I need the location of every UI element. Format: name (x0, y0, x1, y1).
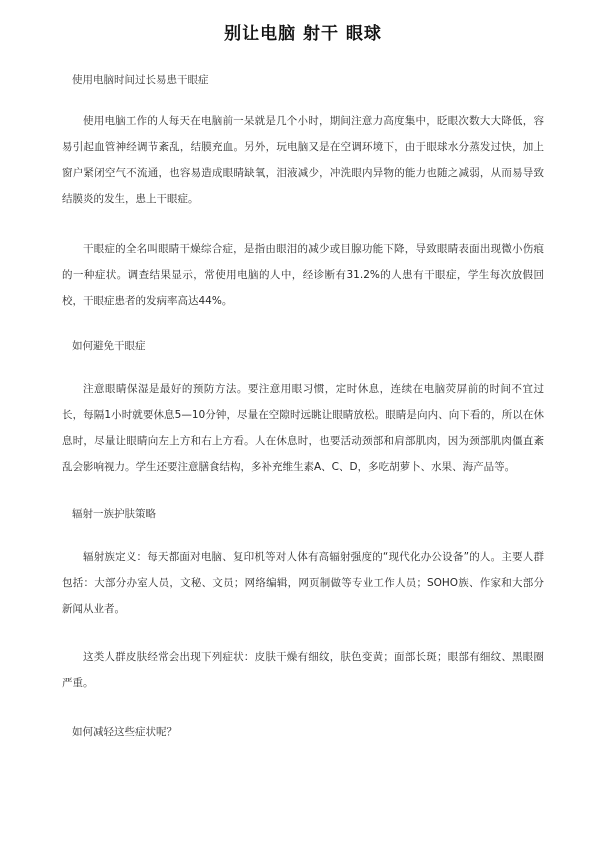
section-heading-relief: 如何减轻这些症状呢？ (72, 726, 177, 738)
section-heading-dry-eye-risk: 使用电脑时间过长易患干眼症 (72, 74, 209, 86)
section-heading-skincare-strategy: 辐射一族护肤策略 (72, 508, 156, 520)
section-heading-prevention: 如何避免干眼症 (72, 340, 146, 352)
paragraph-computer-use-effects: 使用电脑工作的人每天在电脑前一呆就是几个小时，期间注意力高度集中，眨眼次数大大降低，容易引起血管神经调节紊乱，结膜充血。另外，玩电脑又是在空调环境下，由于眼球水分蒸发过快，加上窗户紧闭空气不流通，也容易造成眼睛缺氧，泪液减少，冲洗眼内异物的能力也随之减弱，从而易导致结膜炎的发生，患上干眼症。 (62, 115, 544, 205)
page-title: 别让电脑 射干 眼球 (224, 24, 382, 44)
paragraph-skin-symptoms: 这类人群皮肤经常会出现下列症状：皮肤干燥有细纹，肤色变黄；面部长斑；眼部有细纹、黑眼圈严重。 (62, 651, 544, 689)
paragraph-prevention-tips: 注意眼睛保湿是最好的预防方法。要注意用眼习惯，定时休息，连续在电脑荧屏前的时间不宜过长，每隔1小时就要休息5—10分钟，尽量在空隙时远眺让眼睛放松。眼睛是向内、向下看的，所以在休息时，尽量让眼睛向左上方和右上方看。人在休息时，也要活动颈部和肩部肌肉，因为颈部肌肉僵直紊乱会影响视力。学生还要注意膳食结构，多补充维生素A、C、D，多吃胡萝卜、水果、海产品等。 (62, 383, 544, 473)
paragraph-dry-eye-definition: 干眼症的全名叫眼睛干燥综合症，是指由眼泪的减少或目腺功能下降，导致眼睛表面出现微小伤痕的一种症状。调查结果显示，常使用电脑的人中，经诊断有31.2%的人患有干眼症，学生每次放假回校，干眼症患者的发病率高达44%。 (62, 243, 544, 307)
paragraph-radiation-group-definition: 辐射族定义：每天都面对电脑、复印机等对人体有高辐射强度的“现代化办公设备”的人。主要人群包括：大部分办室人员，文秘、文员；网络编辑，网页制做等专业工作人员；SOHO族、作家和大部分新闻从业者。 (62, 551, 544, 615)
